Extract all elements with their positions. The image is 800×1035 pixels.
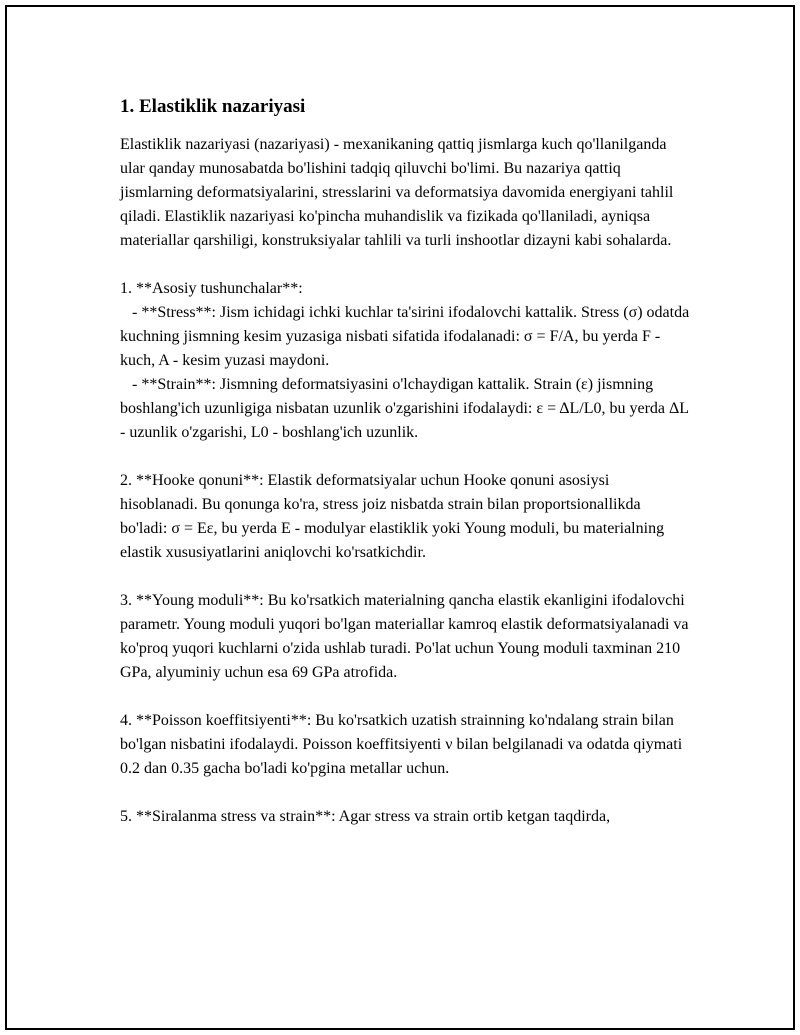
- document-page: [5, 5, 795, 1030]
- document-content: [120, 95, 694, 829]
- section1-title: 1. **Asosiy tushunchalar**:: [120, 280, 303, 297]
- section-heading: 1. Elastiklik nazariyasi: [120, 96, 306, 117]
- section2-paragraph: 2. **Hooke qonuni**: Elastik deformatsiyalar uchun Hooke qonuni asosiysi hisoblanadi. Bu qonunga ko'ra, stress joiz nisbatda strain bilan proportsionallikda bo'ladi: σ = Eε, bu yerda E - modulyar elastiklik yoki Young moduli, bu materialning elastik xususiyatlarini aniqlovchi ko'rsatkichdir.: [120, 472, 669, 561]
- spacer: [120, 685, 690, 709]
- intro-paragraph: Elastiklik nazariyasi (nazariyasi) - mexanikaning qattiq jismlarga kuch qo'llanilganda ular qanday munosabatda bo'lishini tadqiq qiluvchi bo'limi. Bu nazariya qattiq jismlarning deformatsiyalarini, stresslarini va deformatsiya davomida energiyani tahlil qiladi. Elastiklik nazariyasi ko'pincha muhandislik va fizikada qo'llaniladi, ayniqsa materiallar qarshiligi, konstruksiyalar tahlili va turli inshootlar dizayni kabi sohalarda.: [120, 136, 678, 249]
- spacer: [120, 565, 690, 589]
- section4-paragraph: 4. **Poisson koeffitsiyenti**: Bu ko'rsatkich uzatish strainning ko'ndalang strain bilan bo'lgan nisbatini ifodalaydi. Poisson koeffitsiyenti ν bilan belgilanadi va odatda qiymati 0.2 dan 0.35 gacha bo'ladi ko'pgina metallar uchun.: [120, 712, 687, 777]
- section3-paragraph: 3. **Young moduli**: Bu ko'rsatkich materialning qancha elastik ekanligini ifodalovchi parametr. Young moduli yuqori bo'lgan materiallar kamroq elastik deformatsiyalanadi va ko'proq yuqori kuchlarni o'zida ushlab turadi. Po'lat uchun Young moduli taxminan 210 GPa, alyuminiy uchun esa 69 GPa atrofida.: [120, 592, 693, 681]
- spacer: [120, 253, 690, 277]
- section1-stress-item: - **Stress**: Jism ichidagi ichki kuchlar ta'sirini ifodalovchi kattalik. Stress (σ) odatda kuchning jismning kesim yuzasiga nisbati sifatida ifodalanadi: σ = F/A, bu yerda F - kuch, A - kesim yuzasi maydoni.: [120, 304, 694, 369]
- spacer: [120, 781, 690, 805]
- spacer: [120, 445, 690, 469]
- section5-paragraph: 5. **Siralanma stress va strain**: Agar stress va strain ortib ketgan taqdirda,: [120, 808, 611, 825]
- section1-strain-item: - **Strain**: Jismning deformatsiyasini o'lchaydigan kattalik. Strain (ε) jismning boshlang'ich uzunligiga nisbatan uzunlik o'zgarishini ifodalaydi: ε = ΔL/L0, bu yerda ΔL - uzunlik o'zgarishi, L0 - boshlang'ich uzunlik.: [120, 376, 693, 441]
